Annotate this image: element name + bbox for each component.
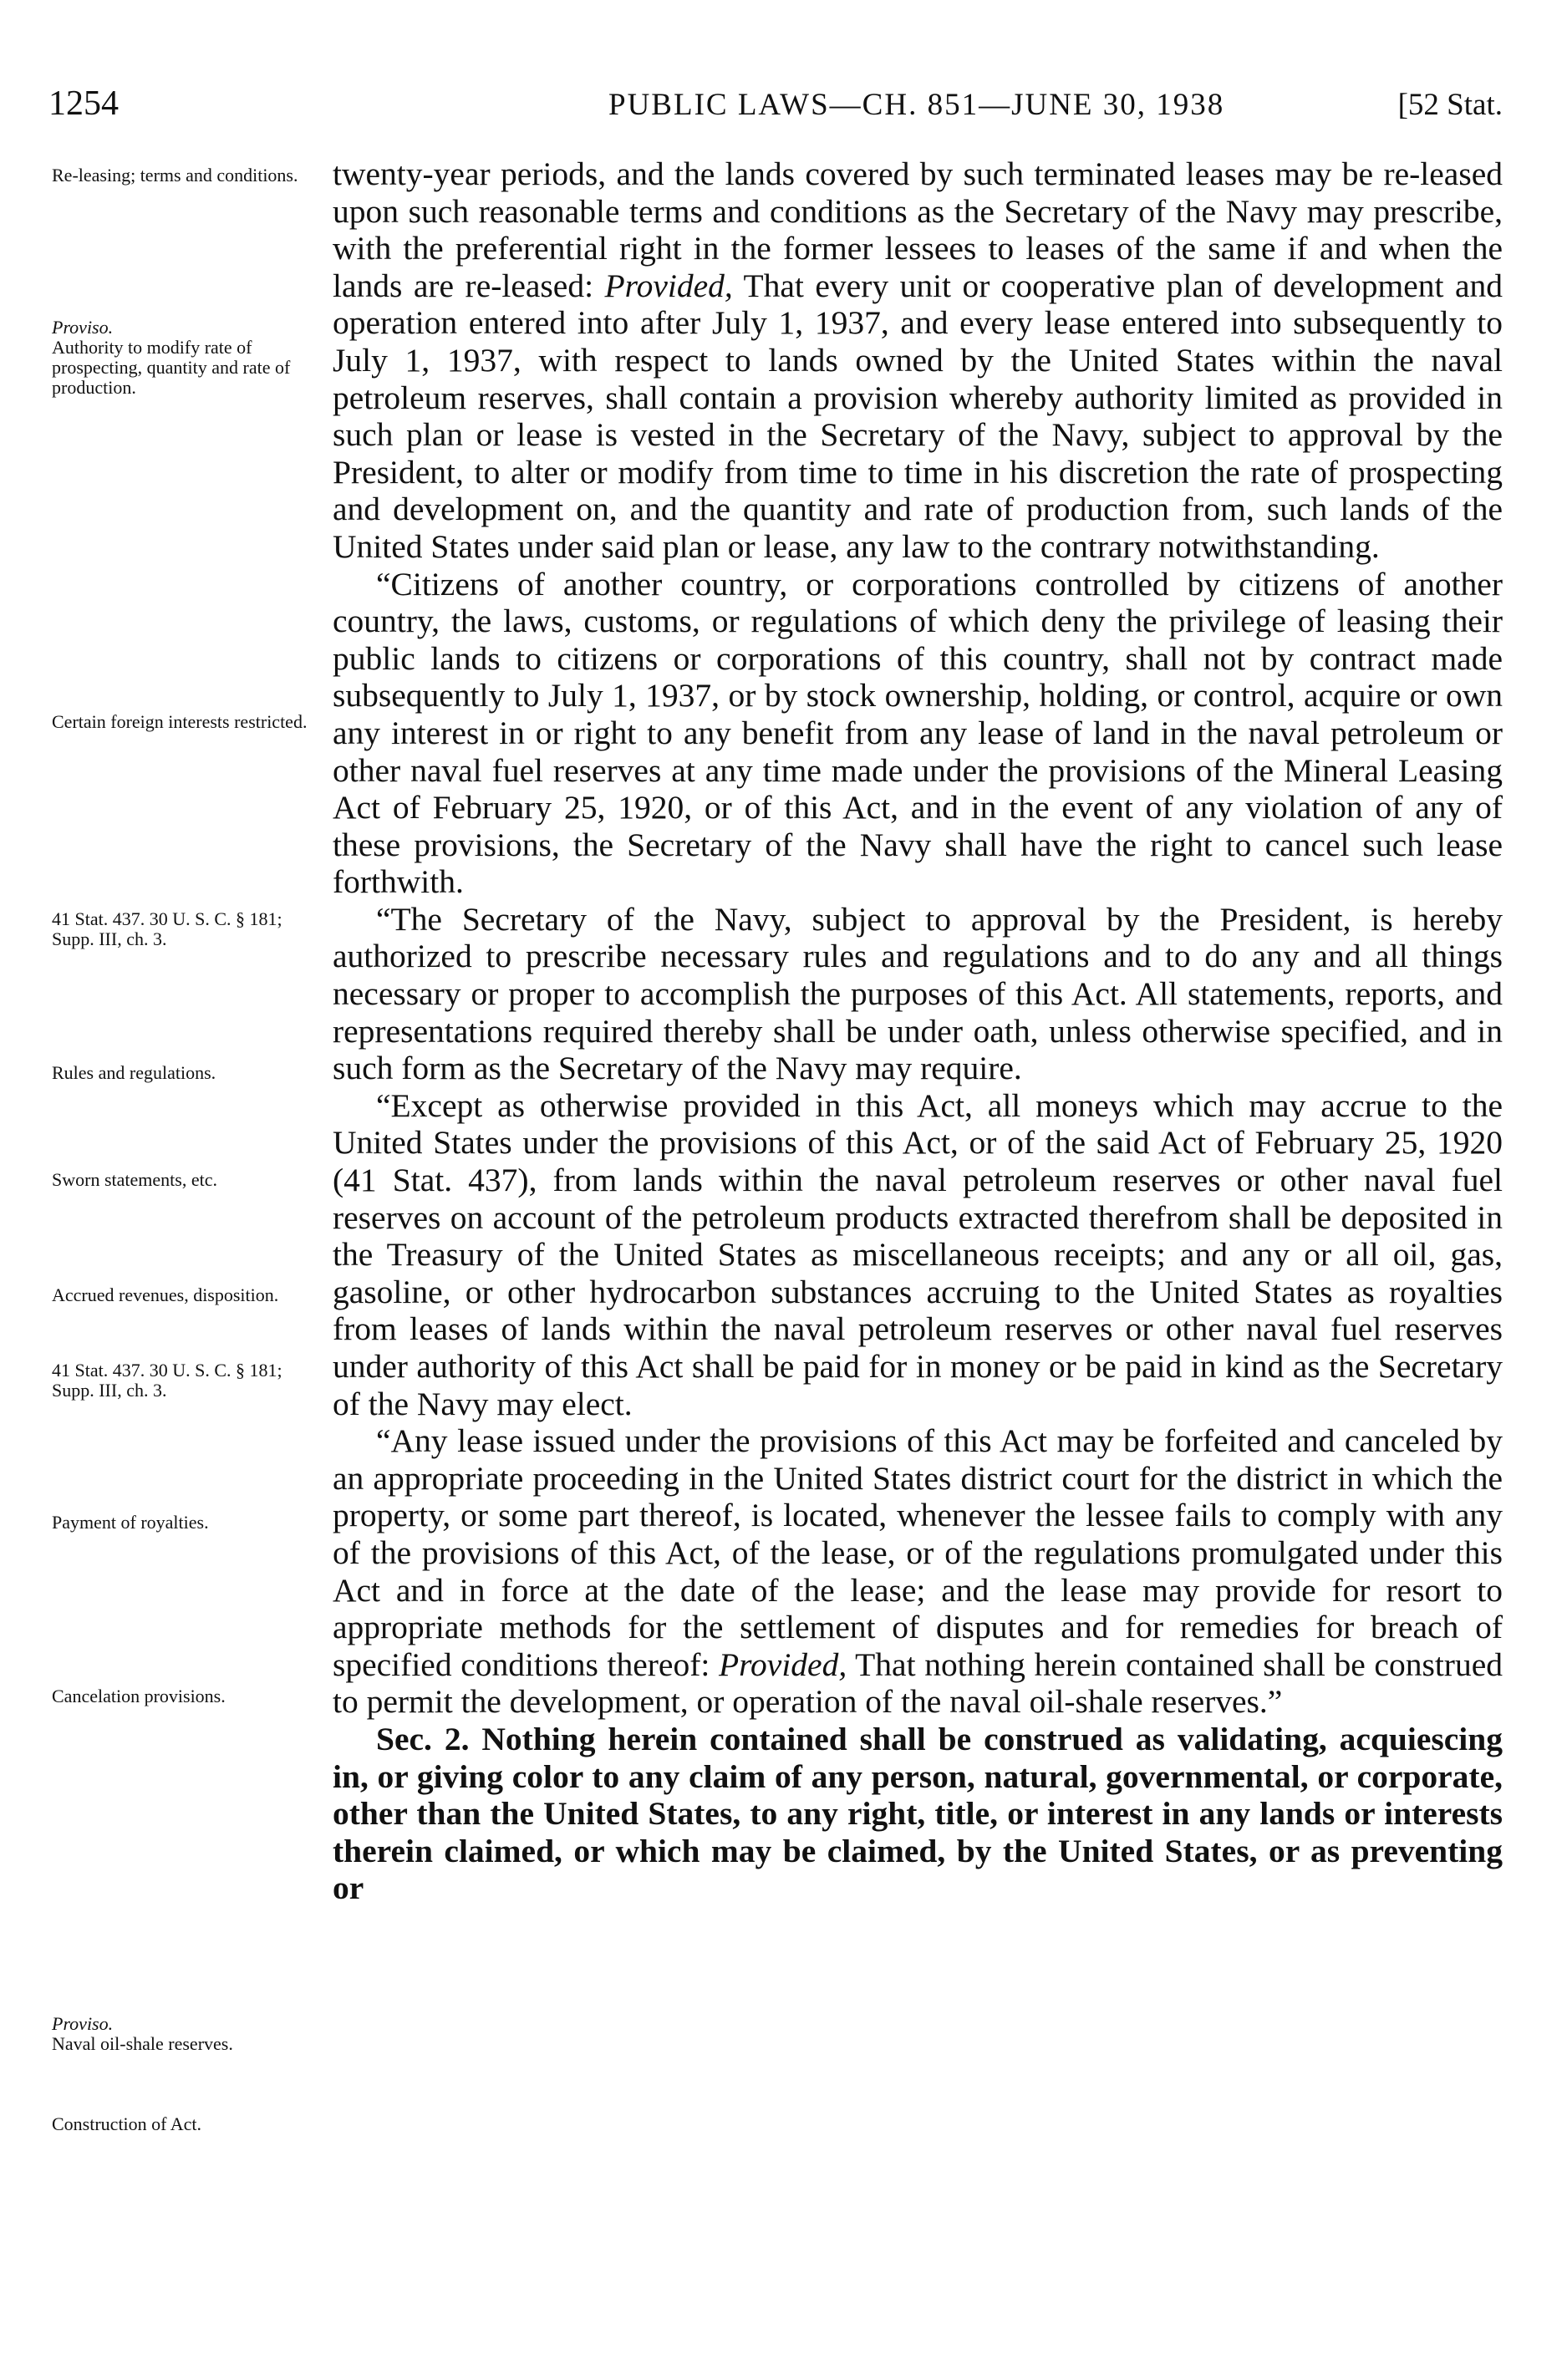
margin-note (52, 1170, 319, 1190)
page-number: 1254 (48, 84, 119, 123)
paragraph: “Citizens of another country, or corporations controlled by citizens of another country, the laws, customs, or regulations of which deny the privilege of leasing their public lands to citizens or corporations of this country, shall not by contract made subsequently to July 1, 1937, or by stock ownership, holding, or control, acquire or own any interest in or right to any benefit from any lease of land in the naval petroleum or other naval fuel reserves at any time made under the provisions of the Mineral Leasing Act of February 25, 1920, or of this Act, and in the event of any violation of any of these provisions, the Secretary of the Navy shall have the right to cancel such lease forthwith. (333, 565, 1503, 901)
margin-note (52, 318, 319, 398)
margin-note-text: 41 Stat. 437. 30 U. S. C. § 181; Supp. III, ch. 3. (52, 1360, 282, 1401)
margin-note-label: Proviso. (52, 2013, 114, 2034)
paragraph: “The Secretary of the Navy, subject to approval by the President, is hereby authorized to prescribe necessary rules and regulations and to do any and all things necessary or proper to accomplish the purposes of this Act. All statements, reports, and representations required thereby shall be under oath, unless otherwise specified, and in such form as the Secretary of the Navy may require. (333, 900, 1503, 1087)
margin-note-text: Authority to modify rate of prospecting, quantity and rate of production. (52, 337, 291, 398)
margin-note-label: Proviso. (52, 317, 114, 338)
margin-note-text: Certain foreign interests restricted. (52, 711, 308, 732)
margin-note (52, 1686, 319, 1706)
margin-note (52, 1285, 319, 1305)
margin-note (52, 2014, 319, 2054)
provided-term: Provided, (604, 267, 733, 304)
margin-note (52, 909, 319, 949)
margin-note (52, 1360, 319, 1401)
margin-note-text: Accrued revenues, disposition. (52, 1284, 279, 1305)
margin-note-text: Cancelation provisions. (52, 1686, 226, 1706)
paragraph-text: “Any lease issued under the provisions of this Act may be forfeited and canceled by an appropriate proceeding in the United States district court for the district in which the property, or some part thereof, is located, whenever the lessee fails to comply with any of the provisions of this Act, of the lease, or of the regulations promulgated under this Act and in force at the date of the lease; and the lease may provide for resort to appropriate methods for the settlement of disputes and for remedies for breach of specified conditions thereof: (333, 1422, 1503, 1683)
margin-note-text: Payment of royalties. (52, 1512, 209, 1533)
paragraph-text: That nothing herein contained shall be construed to permit the development, or operation of the naval oil-shale reserves.” (333, 1645, 1503, 1721)
page-header (48, 84, 1503, 134)
paragraph-text: That every unit or cooperative plan of development and operation entered into after July 1, 1937, and every lease entered into subsequently to July 1, 1937, with respect to lands owned by the United States within the naval petroleum reserves, shall contain a provision whereby authority limited as provided in such plan or lease is vested in the Secretary of the Navy, subject to approval by the President, to alter or modify from time to time in his discretion the rate of prospecting and development on, and the quantity and rate of production from, such lands of the United States under said plan or lease, any law to the contrary notwithstanding. (333, 267, 1503, 565)
section-2-paragraph (333, 1721, 1503, 1907)
section-text: Nothing herein contained shall be construed as validating, acquiescing in, or giving color to any claim of any person, natural, governmental, or corporate, other than the United States, to any right, title, or interest in any lands or interests therein claimed, or which may be claimed, by the United States, or as preventing or (333, 1720, 1503, 1907)
paragraph (333, 1422, 1503, 1721)
margin-note (52, 1063, 319, 1083)
margin-note (52, 2114, 319, 2134)
running-title: PUBLIC LAWS—CH. 851—JUNE 30, 1938 (608, 88, 1225, 122)
margin-note-text: Re-leasing; terms and conditions. (52, 165, 298, 186)
paragraph (333, 155, 1503, 566)
margin-note-text: Rules and regulations. (52, 1062, 216, 1083)
main-text (333, 155, 1503, 1907)
provided-term: Provided, (719, 1645, 847, 1683)
margin-note-text: Naval oil-shale reserves. (52, 2033, 233, 2054)
volume-reference: [52 Stat. (1397, 88, 1503, 122)
margin-note-text: 41 Stat. 437. 30 U. S. C. § 181; Supp. III, ch. 3. (52, 908, 282, 949)
margin-note-text: Construction of Act. (52, 2113, 202, 2134)
paragraph: “Except as otherwise provided in this Act, all moneys which may accrue to the United States under the provisions of this Act, or of the said Act of February 25, 1920 (41 Stat. 437), from lands within the naval petroleum reserves or other naval fuel reserves on account of the petroleum products extracted therefrom shall be deposited in the Treasury of the United States as miscellaneous receipts; and any or all oil, gas, gasoline, or other hydrocarbon substances accruing to the United States as royalties from leases of lands within the naval petroleum reserves or other naval fuel reserves under authority of this Act shall be paid for in money or be paid in kind as the Secretary of the Navy may elect. (333, 1086, 1503, 1422)
section-label: Sec. 2. (376, 1720, 470, 1757)
paragraph-text: twenty-year periods, and the lands covered by such terminated leases may be re-leased upon such reasonable terms and conditions as the Secretary of the Navy may prescribe, with the preferential right in the former lessees to leases of the same if and when the lands are re-leased: (333, 155, 1503, 304)
margin-notes (52, 150, 328, 2290)
margin-note (52, 712, 319, 732)
margin-note-text: Sworn statements, etc. (52, 1169, 217, 1190)
margin-note (52, 165, 319, 186)
margin-note (52, 1513, 319, 1533)
